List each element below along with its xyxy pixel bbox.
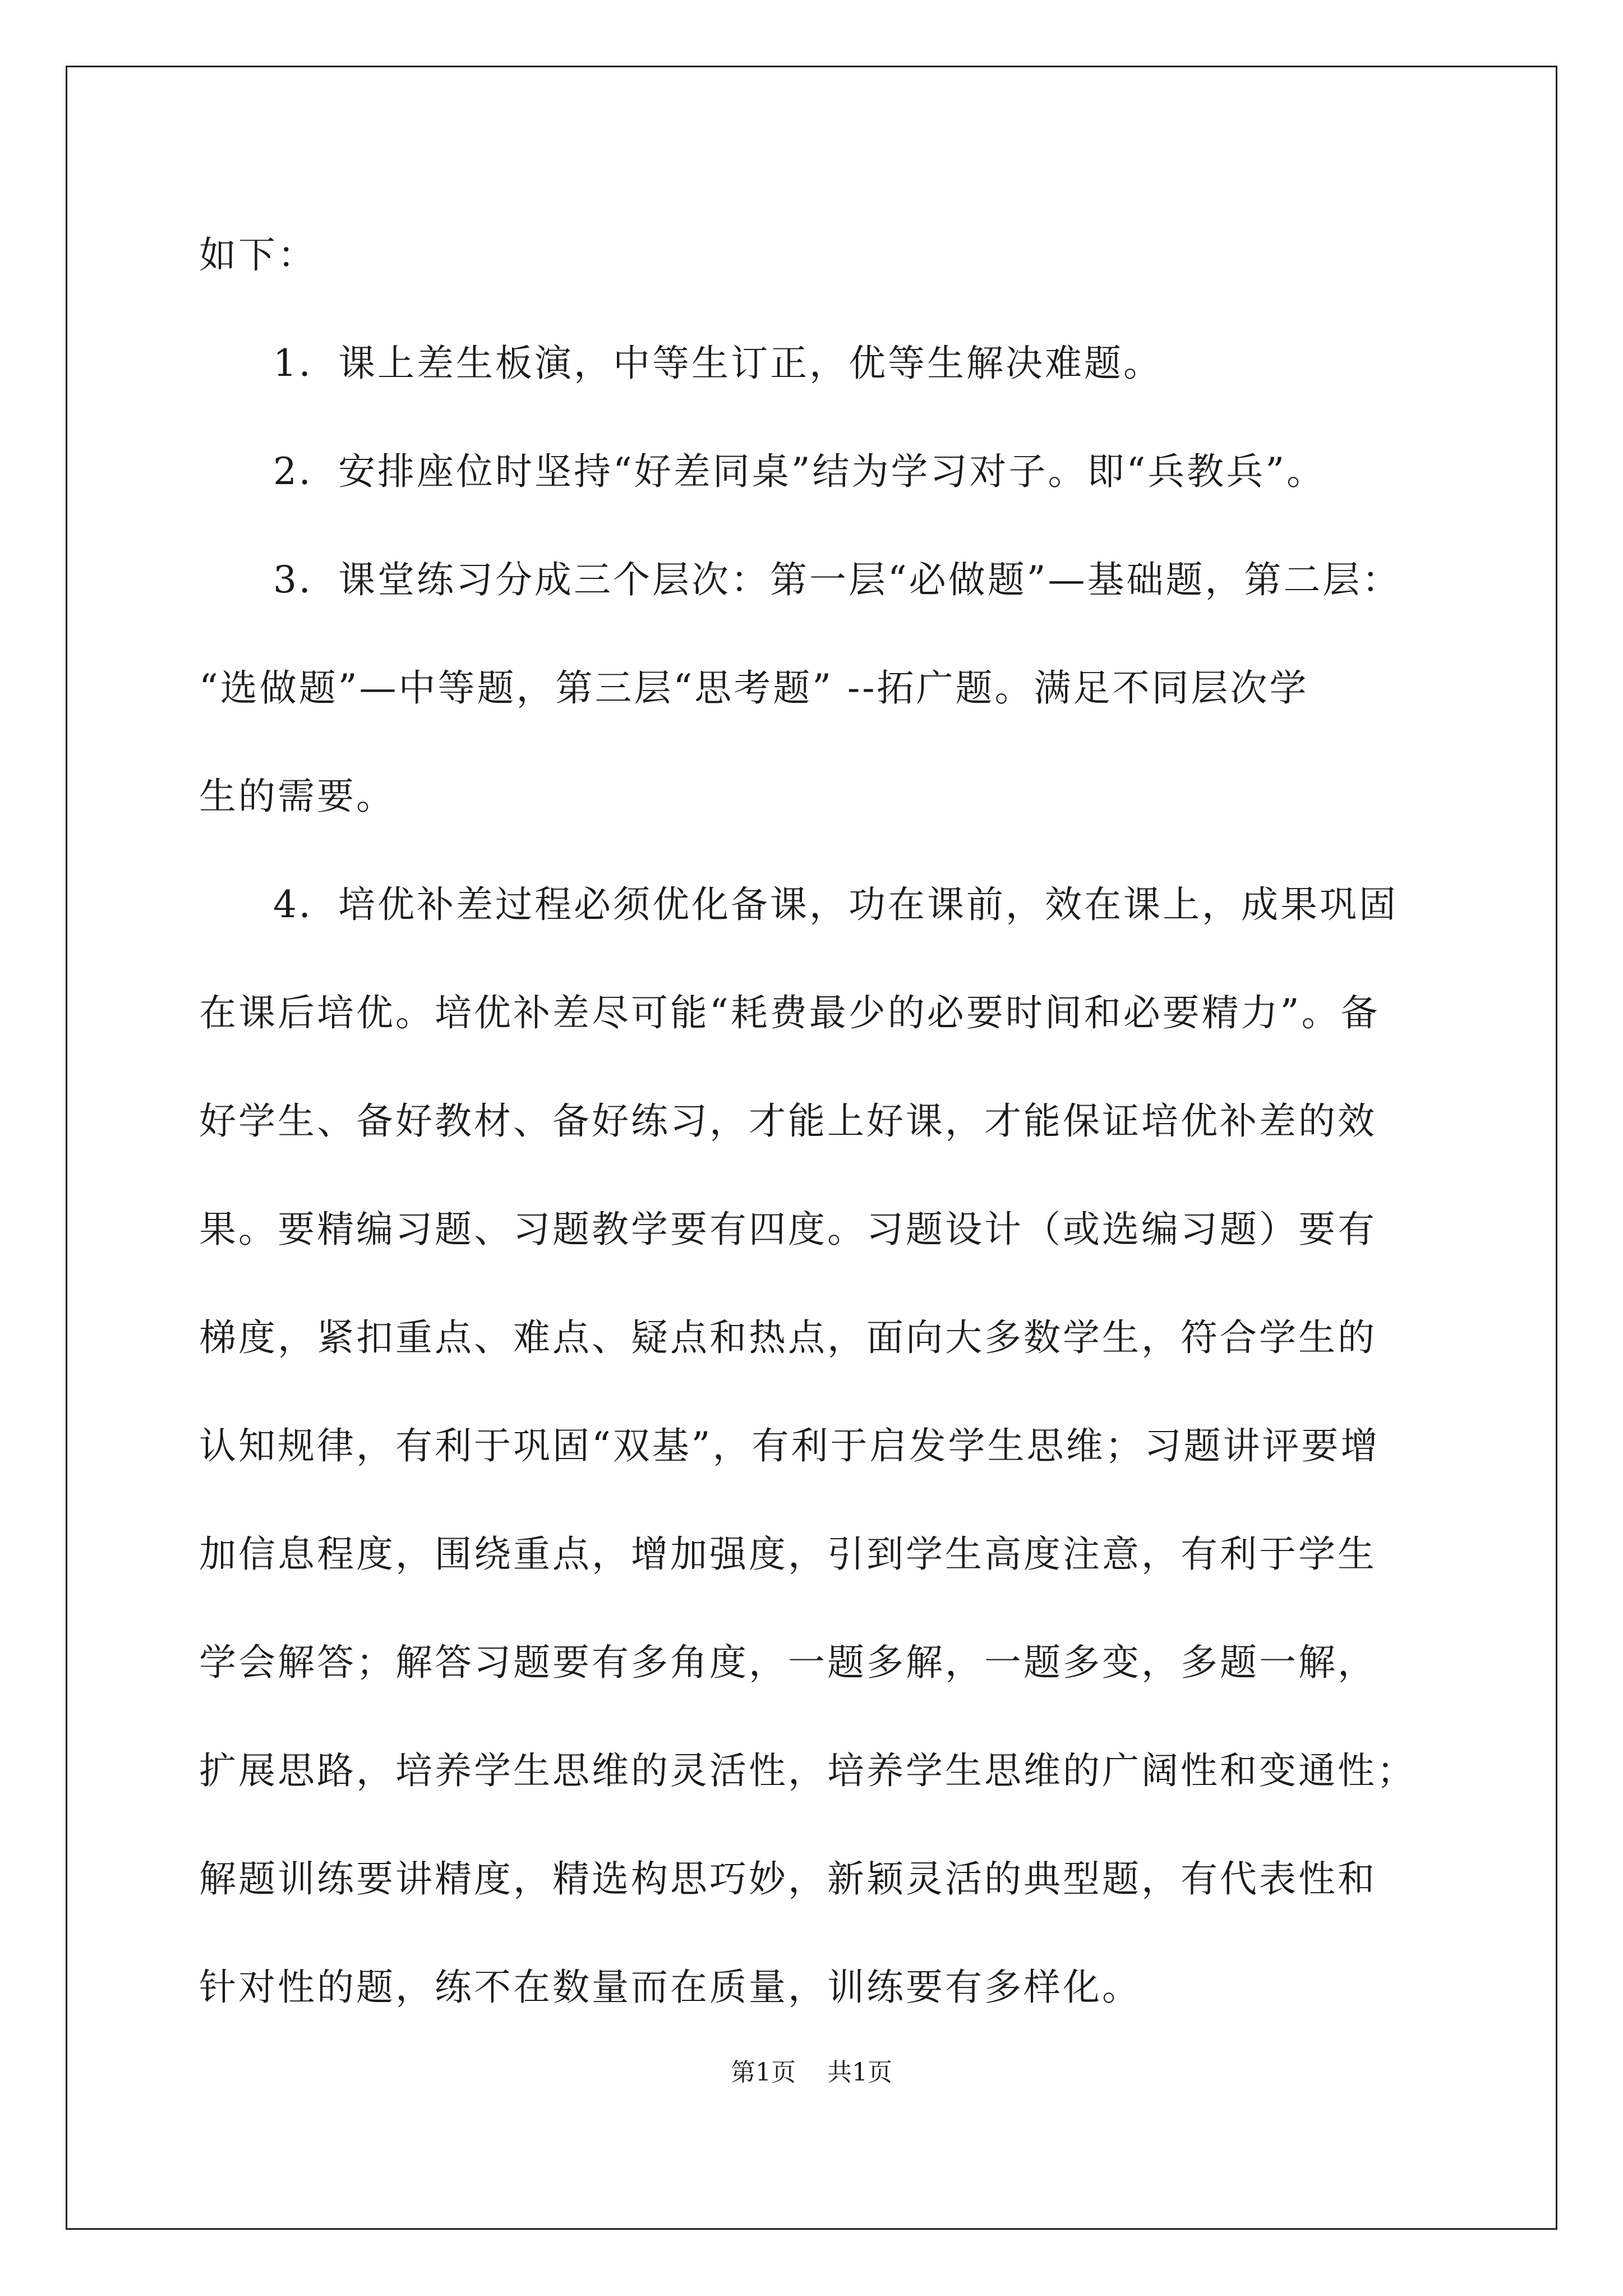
- text-line: 梯度，紧扣重点、难点、疑点和热点，面向大多数学生，符合学生的: [199, 1316, 1377, 1359]
- list-item-1: 1．课上差生板演，中等生订正，优等生解决难题。: [273, 342, 1163, 385]
- text-line: 生的需要。: [199, 775, 395, 818]
- page-number: 第1页: [731, 2058, 796, 2087]
- text-line: 加信息程度，围绕重点，增加强度，引到学生高度注意，有利于学生: [199, 1533, 1377, 1576]
- text-line: 果。要精编习题、习题教学要有四度。习题设计（或选编习题）要有: [199, 1208, 1377, 1251]
- footer-separator: [796, 2058, 827, 2087]
- list-item-4: 4．培优补差过程必须优化备课，功在课前，效在课上，成果巩固: [273, 883, 1398, 926]
- text-line: 在课后培优。培优补差尽可能“耗费最少的必要时间和必要精力”。备: [199, 991, 1380, 1034]
- page-total: 共1页: [827, 2058, 892, 2087]
- text-line: 解题训练要讲精度，精选构思巧妙，新颖灵活的典型题，有代表性和: [199, 1857, 1377, 1901]
- text-line: “选做题”—中等题，第三层“思考题” --拓广题。满足不同层次学: [199, 666, 1309, 710]
- text-line: 如下：: [199, 233, 317, 277]
- document-body: [199, 222, 1427, 2062]
- text-line: 认知规律，有利于巩固“双基”，有利于启发学生思维；习题讲评要增: [199, 1424, 1380, 1467]
- text-line: 学会解答；解答习题要有多角度，一题多解，一题多变，多题一解，: [199, 1641, 1377, 1684]
- list-item-3: 3．课堂练习分成三个层次：第一层“必做题”—基础题，第二层：: [273, 558, 1401, 601]
- text-line: 好学生、备好教材、备好练习，才能上好课，才能保证培优补差的效: [199, 1099, 1377, 1143]
- list-item-2: 2．安排座位时坚持“好差同桌”结为学习对子。即“兵教兵”。: [273, 450, 1326, 493]
- text-line: 扩展思路，培养学生思维的灵活性，培养学生思维的广阔性和变通性；: [199, 1749, 1416, 1792]
- text-line: 针对性的题，练不在数量而在质量，训练要有多样化。: [199, 1966, 1141, 2009]
- page-footer: [0, 2056, 1623, 2090]
